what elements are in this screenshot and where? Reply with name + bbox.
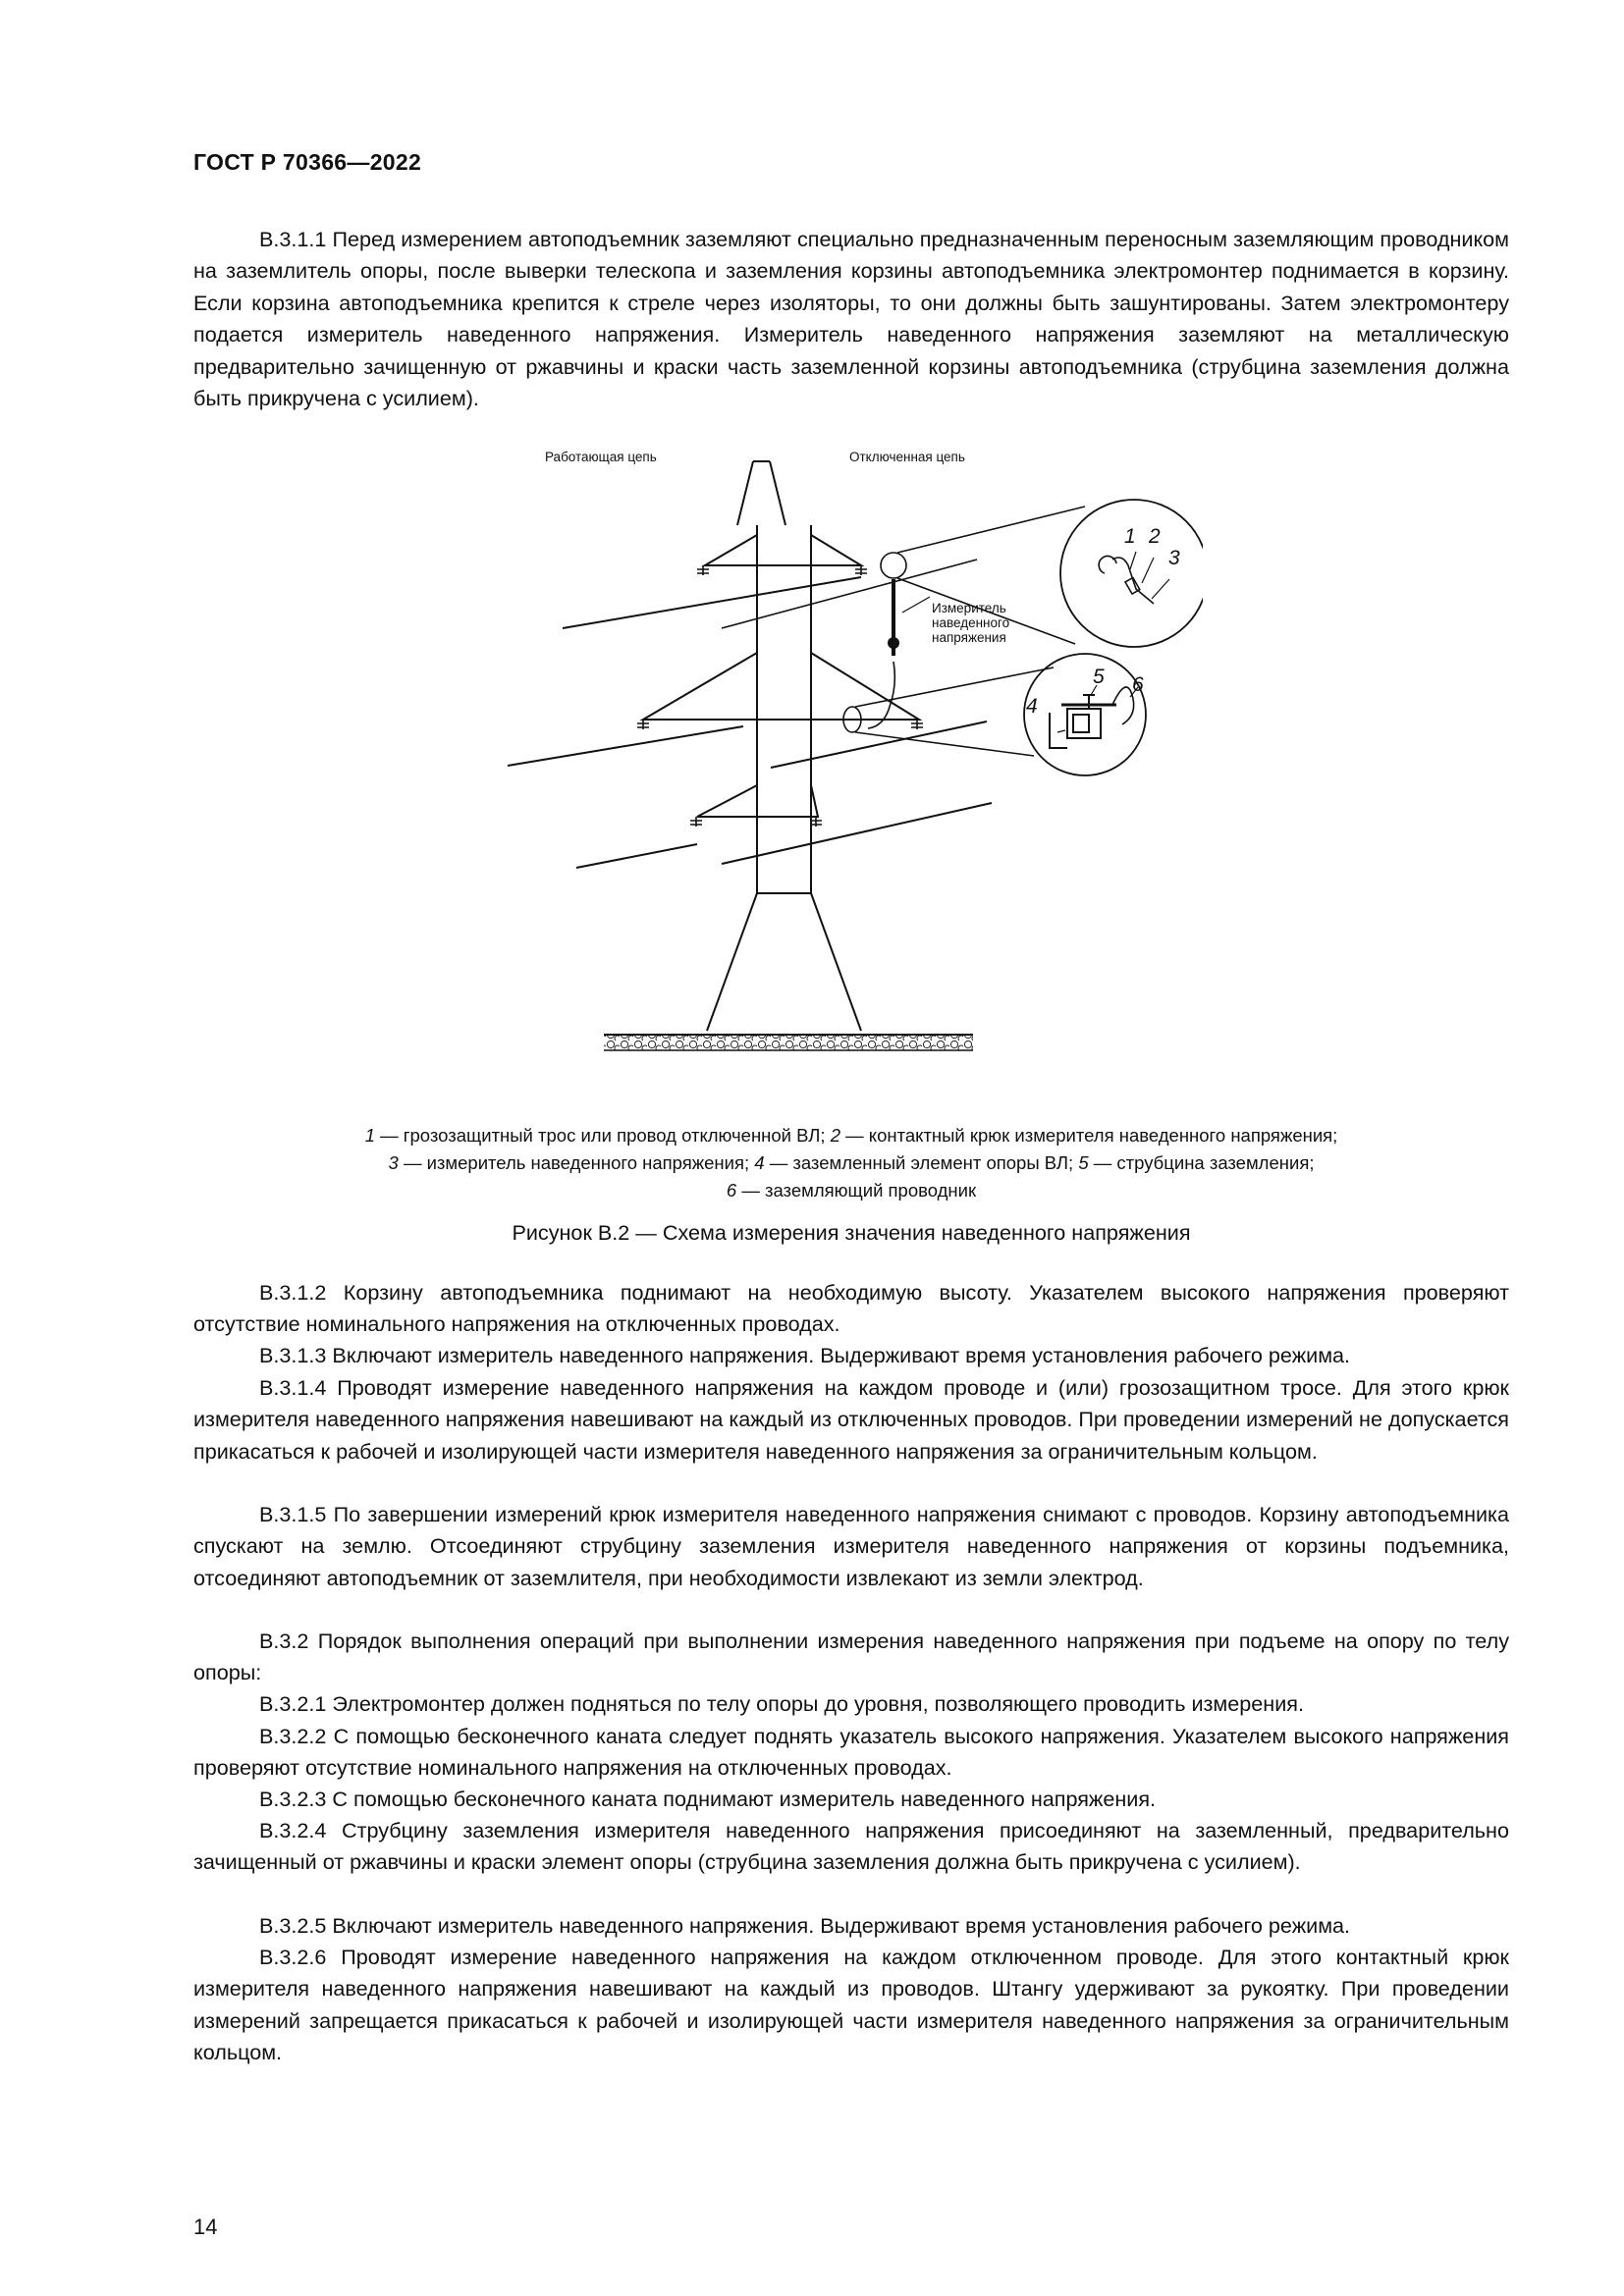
callout-6: 6 — [1132, 673, 1144, 696]
paragraph-b-3-2-3: В.3.2.3 С помощью бесконечного каната поднимают измеритель наведенного напряжения. — [259, 1787, 1157, 1811]
callout-4: 4 — [1026, 695, 1038, 718]
paragraph-b-3-2-1: В.3.2.1 Электромонтер должен подняться по телу опоры до уровня, позволяющего проводить измерения. — [259, 1691, 1304, 1716]
paragraph-b-3-2-2: В.3.2.2 С помощью бесконечного каната следует поднять указатель высокого напряжения. Указателем высокого напряжения проверяют отсутствие номинального напряжения на отключенных проводах. — [193, 1724, 1509, 1781]
paragraph-b-3-1-2: В.3.1.2 Корзину автоподъемника поднимают на необходимую высоту. Указателем высокого напряжения проверяют отсутствие номинального напряжения на отключенных проводах. — [193, 1280, 1509, 1337]
label-meter: Измеритель наведенного напряжения — [932, 601, 1010, 645]
paragraph-b-3-2: В.3.2 Порядок выполнения операций при выполнении измерения наведенного напряжения при подъеме на опору по телу опоры: — [193, 1629, 1509, 1685]
paragraph-b-3-2-5: В.3.2.5 Включают измеритель наведенного напряжения. Выдерживают время установления рабочего режима. — [259, 1913, 1351, 1938]
figure-legend-line-2: 3 — измеритель наведенного напряжения; 4 — заземленный элемент опоры ВЛ; 5 — струбцина заземления; — [388, 1152, 1315, 1173]
callout-5: 5 — [1093, 666, 1105, 688]
paragraph-b-3-1-1: В.3.1.1 Перед измерением автоподъемник заземляют специально предназначенным переносным заземляющим проводником на заземлитель опоры, после выверки телескопа и заземления корзины автоподъемника электромонтер поднимается в корзину. Если корзина автоподъемника крепится к стреле через изоляторы, то они должны быть зашунтированы. Затем электромонтеру подается измеритель наведенного напряжения. Измеритель наведенного напряжения заземляют на металлическую предварительно зачищенную от ржавчины и краски часть заземленной корзины автоподъемника (струбцина заземления должна быть прикручена с усилием). — [193, 227, 1509, 411]
callout-2: 2 — [1149, 525, 1161, 548]
label-disconnected-circuit: Отключенная цепь — [849, 450, 965, 464]
document-header: ГОСТ Р 70366—2022 — [193, 149, 422, 175]
callout-1: 1 — [1124, 525, 1136, 548]
paragraph-b-3-2-6: В.3.2.6 Проводят измерение наведенного напряжения на каждом отключенном проводе. Для этого контактный крюк измерителя наведенного напряжения навешивают на каждый из проводов. Штангу удерживают за рукоятку. При проведении измерений запрещается прикасаться к рабочей и изолирующей части измерителя наведенного напряжения за ограничительным кольцом. — [193, 1945, 1509, 2065]
paragraph-b-3-1-4: В.3.1.4 Проводят измерение наведенного напряжения на каждом проводе и (или) грозозащитном тросе. Для этого крюк измерителя наведенного напряжения навешивают на каждый из отключенных проводов. При проведении измерений не допускается прикасаться к рабочей и изолирующей части измерителя наведенного напряжения за ограничительным кольцом. — [193, 1375, 1509, 1464]
paragraph-b-3-1-3: В.3.1.3 Включают измеритель наведенного напряжения. Выдерживают время установления рабочего режима. — [259, 1343, 1351, 1367]
tower-diagram — [496, 432, 1203, 1080]
paragraph-b-3-1-5: В.3.1.5 По завершении измерений крюк измерителя наведенного напряжения снимают с проводов. Корзину автоподъемника спускают на землю. Отсоединяют струбцину заземления измерителя наведенного напряжения от корзины подъемника, отсоединяют автоподъемник от заземлителя, при необходимости извлекают из земли электрод. — [193, 1502, 1509, 1590]
paragraph-b-3-2-4: В.3.2.4 Струбцину заземления измерителя наведенного напряжения присоединяют на заземленный, предварительно зачищенный от ржавчины и краски элемент опоры (струбцина заземления должна быть прикручена с усилием). — [193, 1818, 1509, 1875]
label-working-circuit: Работающая цепь — [545, 450, 657, 464]
page-number: 14 — [193, 2215, 218, 2239]
figure-b2 — [496, 432, 1203, 1080]
figure-legend-line-3: 6 — заземляющий проводник — [726, 1180, 977, 1201]
figure-legend-line-1: 1 — грозозащитный трос или провод отключенной ВЛ; 2 — контактный крюк измерителя наведенного напряжения; — [364, 1125, 1338, 1146]
callout-3: 3 — [1168, 547, 1180, 569]
figure-caption: Рисунок В.2 — Схема измерения значения наведенного напряжения — [512, 1220, 1191, 1245]
